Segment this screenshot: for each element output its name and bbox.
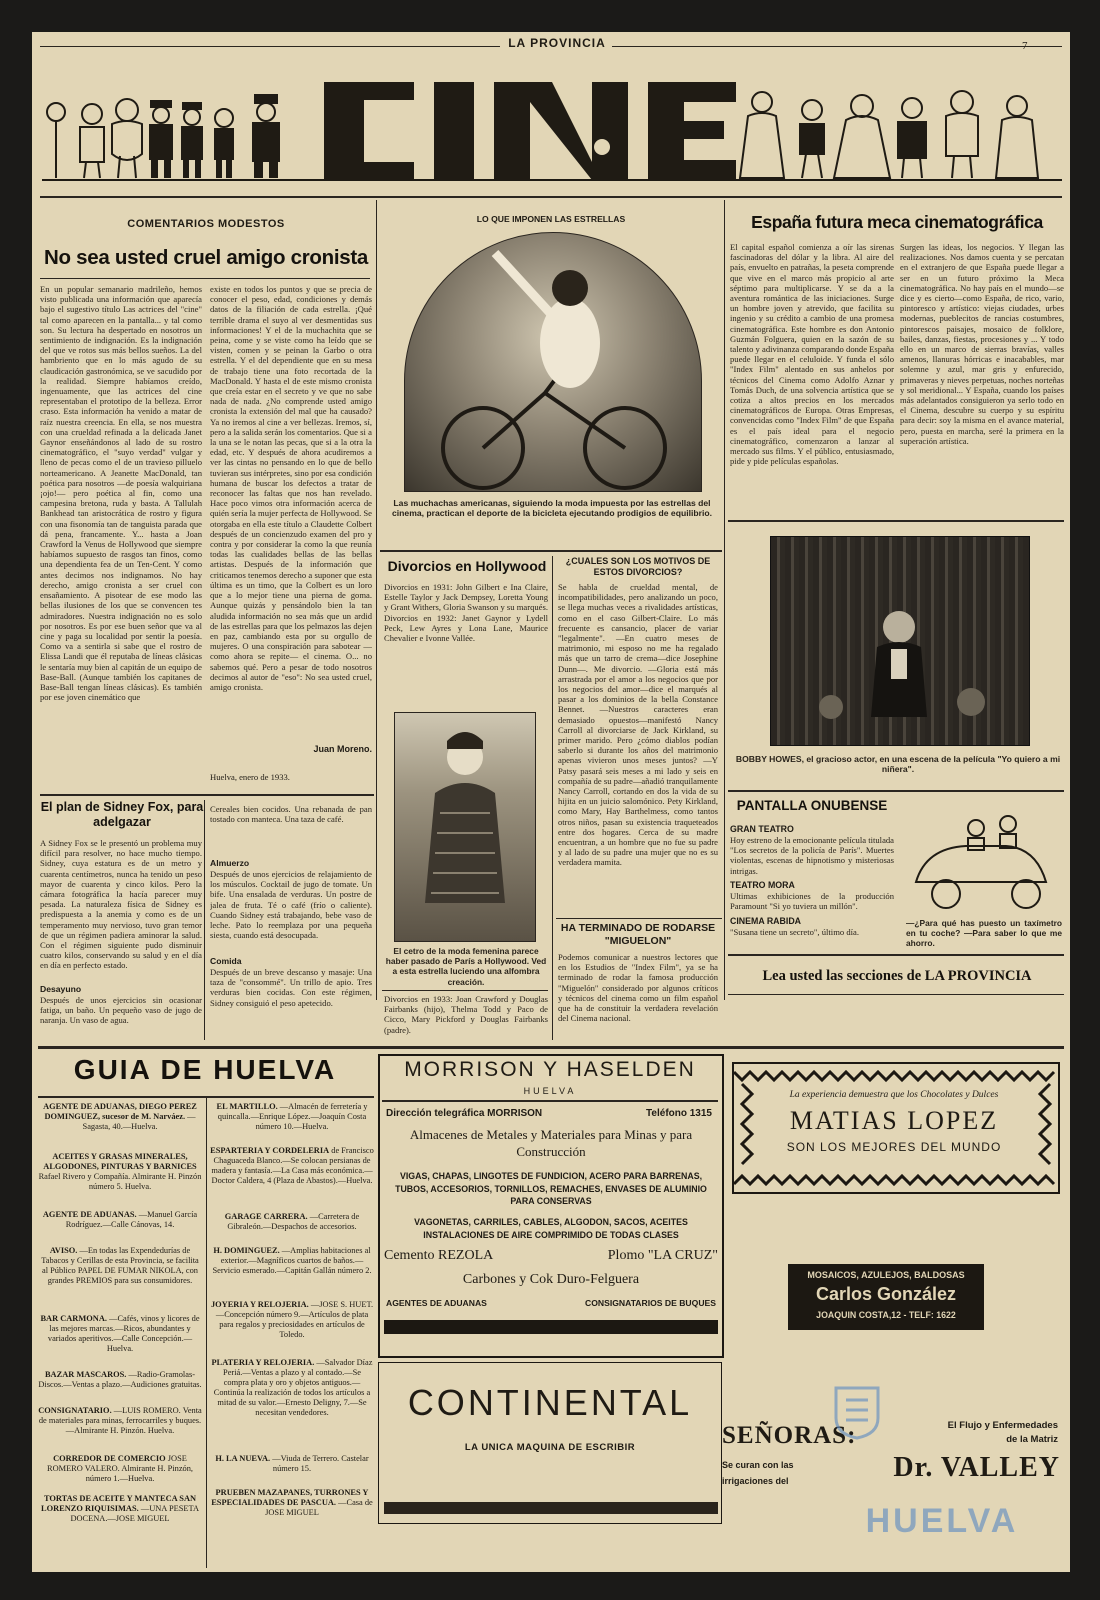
senoras-title: SEÑORAS: <box>722 1422 857 1449</box>
doctor-name: Dr. VALLEY <box>893 1452 1060 1483</box>
lea-bottom-rule <box>728 994 1064 995</box>
cine-banner-illustration <box>32 52 1070 192</box>
masthead-rule-right <box>612 46 1062 47</box>
continental-bottom-bar <box>384 1502 718 1514</box>
divorcios-footer-rule <box>382 990 548 991</box>
morrison-city: HUELVA <box>523 1086 577 1096</box>
carlos-name: Carlos González <box>815 1284 957 1304</box>
comentarios-rule <box>40 278 370 279</box>
banner-bottom-rule <box>40 196 1062 198</box>
divorcios-footer: Divorcios en 1933: Joan Crawford y Douglas Fairbanks (hijo), Thelma Todd y Paco de Cicco, Mary Pickford y Douglas Fairbanks (padre). <box>384 994 548 1035</box>
guia-item: GARAGE CARRERA. —Carretera de Gibraleón.—Despachos de accesorios. <box>224 1212 360 1231</box>
sidney-col1: A Sidney Fox se le presentó un problema muy difícil para resolver, no hace mucho tiempo. Sidney, cuya estatura es de un metro y cuarenta centímetros, nunca ha tenido un peso mayor de cuarenta y cinco kilos. Pero la cámara fotográfica la hacía parecer muy pesada. La naturaleza física de Sidney es predispuesta a la anemia y como es de un temperamento muy nervioso, tuvo gran temor de que un régimen padiera aminorar la salud. Con el régimen siguiente pudo disminuir cuatro kilos, conservando su salud y en el día en día en perfecto estado. <box>40 838 202 971</box>
paper-name: LA PROVINCIA <box>508 36 606 50</box>
huelva-crest-icon <box>832 1384 882 1440</box>
espana-col2: Surgen las ideas, los negocios. Y llegan las realizaciones. Nos damos cuenta y se percatan en el extranjero de que España puede llegar a ser en un futuro próximo la Meca cinematográfica. No hay país en el mundo—se dice y es cierto—como España, de rico, vario, pintoresco y artístico: viejas ciudades, urbes modernas, pueblecitos de rancias costumbres, pintorescos paisajes, mosaico de folklore, bailes, danzas, fiestas, procesiones y ... Y todo ello en un marco de sierras bravías, valles amenos, llanuras hórricas e inacabables, mar solemne y azul, mar gris y enfurecido, primaveras y nieves perpetuas, noches norteñas y sol meridional... Y España, cuando los países más adelantados consiguieron ya serlo todo en el Cinema, descubre su cuerpo y su espíritu para decir: soy la misma en el avance material, pero, puesta en marcha, seré la primera en la superación artística. <box>900 242 1064 446</box>
motivos-body: Se habla de crueldad mental, de incompatibilidades, pero analizando un poco, se llega muchas veces a rivalidades artísticas, como en el caso Gilbert-Claire. Lo más frecuente es cansancio, placer de variar "legalmente". —En cuatro meses de matrimonio, mi esposo no me ha regalado más que un tarro de crema—dice Josephine Dunn—. Me divorcio. —Gloria está más arrastrada por el amor a los negocios que por los negocios del amor—dice el marqués al pasar a los dominios de la bella Constance Bennet. —Nuestros caracteres eran demasiado opuestos—manifestó Nancy Carroll al divorciarse de Jack Kirkland, su primer marido. Pero ¿cómo diablos podían saberlo si durante los años del matrimonio apenas vivieron unos meses juntos? —Y Patsy pasará seis meses a mi lado y seis en compañía de su padre—añadió tranquilamente Nancy Carroll, cortando en dos la vida de su hijita en un juicio salomónico. Pety Kirkland, como Mary, Hay Barthelmess, como tantos otros niños, pasan su existencia traqueteados entre dos hogares. Cerca de su madre encuentran, a un hombre que no fue su padre y al lado de su padre una mujer que no es su verdadera mamita. <box>558 582 718 868</box>
morrison-coal: Carbones y Cok Duro-Felguera <box>462 1272 640 1287</box>
guia-item: BAR CARMONA. —Cafés, vinos y licores de las mejores marcas.—Ricos, abundantes y variados aperitivos.—Calle Concepción.—Huelva. <box>40 1314 200 1353</box>
guia-item: CONSIGNATARIO. —LUIS ROMERO. Venta de materiales para minas, ferrocarriles y buques.—Almirante H. Pinzón. Huelva. <box>38 1406 202 1435</box>
gran-teatro-text: Hoy estreno de la emocionante película titulada "Los secretos de la policía de París". Muertes violentas, escenas de hipnotismo y misteriosas intrigas. <box>730 835 894 876</box>
morrison-goods-2: VAGONETAS, CARRILES, CABLES, ALGODON, SACOS, ACEITES INSTALACIONES DE AIRE COMPRIMIDO DE TODAS CLASES <box>414 1217 688 1240</box>
continental-name: CONTINENTAL <box>407 1382 693 1423</box>
morrison-phone: Teléfono 1315 <box>646 1108 712 1119</box>
senoras-line1: El Flujo y Enfermedades <box>947 1420 1058 1431</box>
morrison-lead: Plomo "LA CRUZ" <box>607 1248 718 1263</box>
comentarios-headline: No sea usted cruel amigo cronista <box>44 246 368 269</box>
morrison-tagline: Almacenes de Metales y Materiales para Minas y para Construcción <box>409 1127 693 1159</box>
espana-bottom-rule <box>728 520 1064 522</box>
divorcios-top-rule <box>380 550 722 552</box>
matias-bottom: SON LOS MEJORES DEL MUNDO <box>786 1140 1002 1154</box>
guia-item: BAZAR MASCAROS. —Radio-Gramolas-Discos.—Ventas a plazo.—Audiciones gratuitas. <box>38 1370 202 1389</box>
carlos-top: MOSAICOS, AZULEJOS, BALDOSAS <box>807 1270 965 1280</box>
divorcios-body: Divorcios en 1931: John Gilbert e Ina Claire, Estelle Taylor y Jack Dempsey, Loretta Young y Grant Withers, Gloria Swanson y su marqués. Divorcios en 1932: Janet Gaynor y Lydell Peck, Lew Ayres y Lona Lane, Maurice Chevalier e Ivonne Vallée. <box>384 582 548 644</box>
miguelon-top-rule <box>556 918 722 919</box>
guia-item: AVISO. —En todas las Expendedurías de Tabacos y Cerillas de esta Provincia, se facilita al Público PAPEL DE FUMAR NIKOLA, con grandes PREMIOS para sus consumidores. <box>41 1246 199 1285</box>
guia-item: AGENTE DE ADUANAS, DIEGO PEREZ DOMINGUEZ, sucesor de M. Narváez. —Sagasta, 40.—Huelva. <box>43 1102 197 1131</box>
sidney-col1-end: Después de unos ejercicios sin ocasionar fatiga, un baño. Un pequeño vaso de jugo de naranja. Un vaso de agua. <box>40 995 202 1026</box>
guia-item: PRUEBEN MAZAPANES, TURRONES Y ESPECIALIDADES DE PASCUA. —Casa de JOSE MIGUEL <box>211 1488 373 1517</box>
column-rule-1 <box>376 200 377 1000</box>
bobby-howes-photo <box>770 536 1030 746</box>
comentarios-col1: En un popular semanario madrileño, hemos visto publicada una información que aparecía bajo el sugestivo título Las actrices del "cine" tal como aparecen en la pantalla... y tal como son. Su lectura ha despertado en nosotros un sentimiento de indignación. Es la indignación del que ve rotos sus más bellos sueños. La del hambriento que en lo más agudo de su claudicación gastronómica, se ve sacudido por la realidad. Siempre habíamos creído, ingenuamente, que las actrices del cine representaban el prototipo de la belleza. Error craso. Esta información ha venido a matar de raíz nuestra creencia. En ella, se nos muestra con una crueldad refinada a la delicada Janet Gaynor enseñándonos al lado de su rostro cinematográfico, el "suyo verdad" vulgar y lleno de pecas como el de un travieso pilluelo norteamericano. A Jeanette MacDonald, tan poética para nosotros —de poesía walquiriana ¡ojo!— pero poética al fin, como una campesina bretona, ruda y basta. A Tallulah Bankhead tan aristocrática de rostro y figura con una fisonomía tan de tanguista parada que dá pena, francamente. Y... hasta a Joan Crawford la Venus de Hollywood que siempre habíamos supuesto de rasgos tan finos, como una dependienta fea de un Ten-Cent. Y como antes decimos nos indignamos. No hay derecho, amigo cronista a ser cruel con ensañamiento. A pisotear de ese modo las bellas ilusiones de los que se convencen tes admiradores. Nuestra indignación no es solo por nosotros. Es por ese buen señor que va al cine y paga su localidad por sentir la poesía. Como va a sentirla si sabe que el rostro de Elissa Landi que él reputaba de líneas clásicas le sentaría muy bien al capitán de un equipo de Base-Ball. (Aunque también los capitanes de Base-Ball tengan líneas clásicas). Es también por ese joven cinemático que <box>40 284 202 703</box>
comentarios-signature: Juan Moreno. <box>313 744 372 754</box>
masthead-rule-left <box>40 46 500 47</box>
pantalla-headline: PANTALLA ONUBENSE <box>736 798 888 813</box>
sidney-top-rule <box>40 794 374 796</box>
newspaper-page <box>32 32 1070 1572</box>
senoras-cure1: Se curan con las <box>722 1460 794 1470</box>
morrison-bottom-bar <box>384 1320 718 1334</box>
guia-item: ACEITES Y GRASAS MINERALES, ALGODONES, PINTURAS Y BARNICES Rafael Rivero y Compañía. Almirante H. Pinzón número 5. Huelva. <box>38 1152 202 1191</box>
teatro-mora-text: Ultimas exhibiciones de la producción Paramount "Si yo tuviera un millón". <box>730 891 894 912</box>
sidney-comida-label: Comida <box>210 956 242 966</box>
morrison-rule <box>382 1100 718 1102</box>
watermark: HUELVA <box>865 1502 1019 1540</box>
cinema-rabida-label: CINEMA RABIDA <box>730 916 802 926</box>
cinema-rabida-text: "Susana tiene un secreto", último día. <box>730 927 859 937</box>
morrison-telegraph: Dirección telegráfica MORRISON <box>386 1108 543 1119</box>
miguelon-body: Podemos comunicar a nuestros lectores que en los Estudios de "Index Film", ya se ha terminado de rodar la famosa producción "Miguelón" considerado por algunos críticos y técnicos del cinema como un film español que ha de constituir la verdadera revelación del Cinema nacional. <box>558 952 718 1024</box>
senoras-cure2: irrigaciones del <box>722 1476 789 1486</box>
senoras-line2: de la Matriz <box>1006 1434 1058 1445</box>
divorcios-headline: Divorcios en Hollywood <box>387 558 547 574</box>
carlos-address: JOAQUIN COSTA,12 - TELF: 1622 <box>816 1310 956 1320</box>
guia-item: H. DOMINGUEZ. —Amplias habitaciones al exterior.—Magníficos cuartos de baños.—Servicio esmerado.—Capitán Gallán número 2. <box>212 1246 372 1275</box>
comentarios-kicker: COMENTARIOS MODESTOS <box>127 218 285 230</box>
comentarios-dateline: Huelva, enero de 1933. <box>210 772 290 782</box>
sidney-col2-end: Después de un breve descanso y masaje: Una taza de "consommé". Un trillo de apio. Tres verduras bien cocidas. Con este régimen, Sidney consiguió el peso apetecido. <box>210 967 372 1008</box>
sidney-desayuno-label: Desayuno <box>40 984 82 994</box>
ads-top-rule <box>38 1046 1064 1049</box>
morrison-name: MORRISON Y HASELDEN <box>404 1058 696 1081</box>
teatro-mora-label: TEATRO MORA <box>730 880 795 890</box>
column-rule-2 <box>724 200 725 1000</box>
bicycle-photo <box>404 232 702 492</box>
section-title <box>332 92 333 93</box>
morrison-consignees: CONSIGNATARIOS DE BUQUES <box>585 1298 716 1308</box>
matias-name: MATIAS LOPEZ <box>789 1106 999 1135</box>
taxi-cartoon <box>906 802 1062 920</box>
bobby-howes-caption: BOBBY HOWES, el gracioso actor, en una escena de la película "Yo quiero a mi niñera". <box>735 754 1061 775</box>
lea-top-rule <box>728 954 1064 956</box>
taxi-cartoon-caption: —¿Para qué has puesto un taxímetro en tu coche? —Para saber lo que me ahorro. <box>906 918 1062 948</box>
guia-item: CORREDOR DE COMERCIO JOSE ROMERO VALERO. Almirante H. Pinzón, número 1.—Huelva. <box>46 1454 194 1483</box>
sidney-headline: El plan de Sidney Fox, para adelgazar <box>40 800 204 829</box>
divorcios-column-rule <box>552 556 553 1040</box>
miguelon-headline: HA TERMINADO DE RODARSE "MIGUELON" <box>560 922 716 947</box>
estrellas-caption: Las muchachas americanas, siguiendo la moda impuesta por las estrellas del cinema, practican el deporte de la bicicleta ejecutando prodigios de equilibrio. <box>392 498 712 519</box>
matias-top: La experiencia demuestra que los Chocolates y Dulces <box>789 1090 999 1100</box>
lea-banner: Lea usted las secciones de LA PROVINCIA <box>762 968 1032 984</box>
continental-tagline: LA UNICA MAQUINA DE ESCRIBIR <box>464 1442 636 1453</box>
guia-item: TORTAS DE ACEITE Y MANTECA SAN LORENZO RIQUISIMAS. —UNA PESETA DOCENA.—JOSE MIGUEL <box>40 1494 200 1523</box>
morrison-goods-1: VIGAS, CHAPAS, LINGOTES DE FUNDICION, ACERO PARA BARRENAS, TUBOS, ACCESORIOS, TORNILLOS, REMACHES, ENVASES DE ALUMINIO PARA CONSERVAS <box>395 1171 707 1206</box>
guia-item: ESPARTERIA Y CORDELERIA de Francisco Chaguaceda Blanco.—Se colocan persianas de madera y fantasía.—La Casa más económica.—Doctor Caldera, 4 (Plaza de Abastos).—Huelva. <box>210 1146 374 1185</box>
guia-item: JOYERIA Y RELOJERIA. —JOSE S. HUET.—Concepción número 9.—Artículos de plata para regalos y preciosidades en artículos de Toledo. <box>210 1300 374 1339</box>
gran-teatro-label: GRAN TEATRO <box>730 824 794 834</box>
page-number: 7 <box>1022 40 1028 52</box>
espana-col1: El capital español comienza a oír las sirenas fascinadoras del dólar y la libra. Al aire del país, envuelto en patrañas, la peseta comprende que vive en el marco más propicio al arte séptimo para multiplicarse. Y se da a la aventura romántica de las iniciaciones. Surge un hombre joven y atrevido, que facilita su ingenio y su crédito a cambio de una promesa cinematográfica. Este hombre es don Antonio Guzmán Folguera, quien en la sazón de su talento y adivinanza comparando donde España puede llegar en el celuloide. Y funda el sólo "Index Film" alentado en sus anhelos por técnicos del Cinema como Adolfo Aznar y Tomás Duch, de una solvencia artística que se cotiza a altos precios en los mercados cinematográficos de Europa. Otras Empresas, convencidas como "Index Film" de que España es el país ideal para el negocio cinematográfico, comenzaron a lanzar al mercado sus films. Y el público, entusiasmado, pide y pide películas españolas. <box>730 242 894 467</box>
morrison-cement: Cemento REZOLA <box>384 1248 494 1263</box>
sidney-col2-mid: Después de unos ejercicios de relajamiento de los músculos. Cocktail de jugo de tomate. Un bife. Una ensalada de verduras. Un postre de jalea de fruta. Té o café (frío o caliente). Cuando Sidney está trabajando, bebe vaso de leche. Pato lo reemplaza por una pequeña siesta, cuando está desocupada. <box>210 869 372 941</box>
sidney-column-rule <box>204 800 205 1040</box>
comentarios-col2: existe en todos los puntos y que se precia de conocer el peso, edad, condiciones y demás datos de la filiación de cada estrella. ¡Qué terrible drama el suyo al ver desmentidas sus informaciones! Y el de la muchachita que se peina, come y se viste como ha leído que se visten, comen y se peinan la Garbo o otra estrella. Y el del dependiente que en su mesa de trabajo tiene una foto recortada de la MacDonald. Y hasta el de este mismo cronista que creía estar en el secreto y ve que no sabe nada de nada. ¿No comprende usted amigo cronista la extensión del mal que ha causado? Ya no iremos al cine a ver bellezas. Iremos, sí, pero a la salida serán los comentarios. Que si a la una se le notan las pecas, que si a la otra la edad, etc. Y después de ahora acudiremos a ver las cintas no pensando en lo que de bello tuvieran sus intérpretes, sino por esa condición humana de buscar los defectos a tratar de reconocer las faltas que nos han revelado. Hace poco vimos otra información acerca de quién sería la mujer perfecta de Hollywood. Se otorgaba en ella este título a Claudette Colbert después de un concienzudo examen del pro y contra y por considerar la como la que reunía todas las cualidades bellas de las bellas artistas. Después de la información que criticamos tenemos derecho a suponer que esta última es un timo, que la Colbert es un loro que a lo mejor tiene una pierna de goma. Aunque quizás y pensándolo bien la tan aludida información no sea más que un ardid de las estrellas para que los pelmazos las dejen en paz, cambiando esta por su orgullo de mujeres. O una conspiración para sabotear —como ahora se repite— el cinema. O... no sabemos qué. Pero a pesar de todo nosotros decimos al autor de "eso": No sea usted cruel, amigo cronista. <box>210 284 372 692</box>
fashion-caption: El cetro de la moda femenina parece haber pasado de París a Hollywood. Ved a esta estrella luciendo una alfombra creación. <box>385 946 547 986</box>
sidney-almuerzo-label: Almuerzo <box>210 858 250 868</box>
guia-item: AGENTE DE ADUANAS. —Manuel García Rodríguez.—Calle Cánovas, 14. <box>42 1210 198 1229</box>
sidney-col2: Cereales bien cocidos. Una rebanada de pan tostado con manteca. Una taza de café. <box>210 804 372 825</box>
morrison-agents: AGENTES DE ADUANAS <box>386 1298 487 1308</box>
motivos-headline: ¿CUALES SON LOS MOTIVOS DE ESTOS DIVORCIOS? <box>565 556 711 577</box>
estrellas-kicker: LO QUE IMPONEN LAS ESTRELLAS <box>476 214 626 224</box>
pantalla-top-rule <box>728 790 1064 792</box>
espana-headline: España futura meca cinematográfica <box>751 212 1043 232</box>
guia-item: EL MARTILLO. —Almacén de ferretería y quincalla.—Enrique López.—Joaquín Costa número 10.—Huelva. <box>216 1102 368 1131</box>
guia-title: GUIA DE HUELVA <box>73 1054 337 1085</box>
guia-column-rule <box>206 1098 207 1568</box>
guia-item: H. LA NUEVA. —Viuda de Terrero. Castelar número 15. <box>215 1454 369 1473</box>
fashion-photo <box>394 712 536 942</box>
guia-item: PLATERIA Y RELOJERIA. —Salvador Díaz Periá.—Ventas a plazo y al contado.—Se compra plata y oro y objetos antiguos.—Continúa la realización de todos los artículos a mitad de su valor.—Ernesto Deligny, 7.—Se necesitan vendedores. <box>211 1358 373 1417</box>
